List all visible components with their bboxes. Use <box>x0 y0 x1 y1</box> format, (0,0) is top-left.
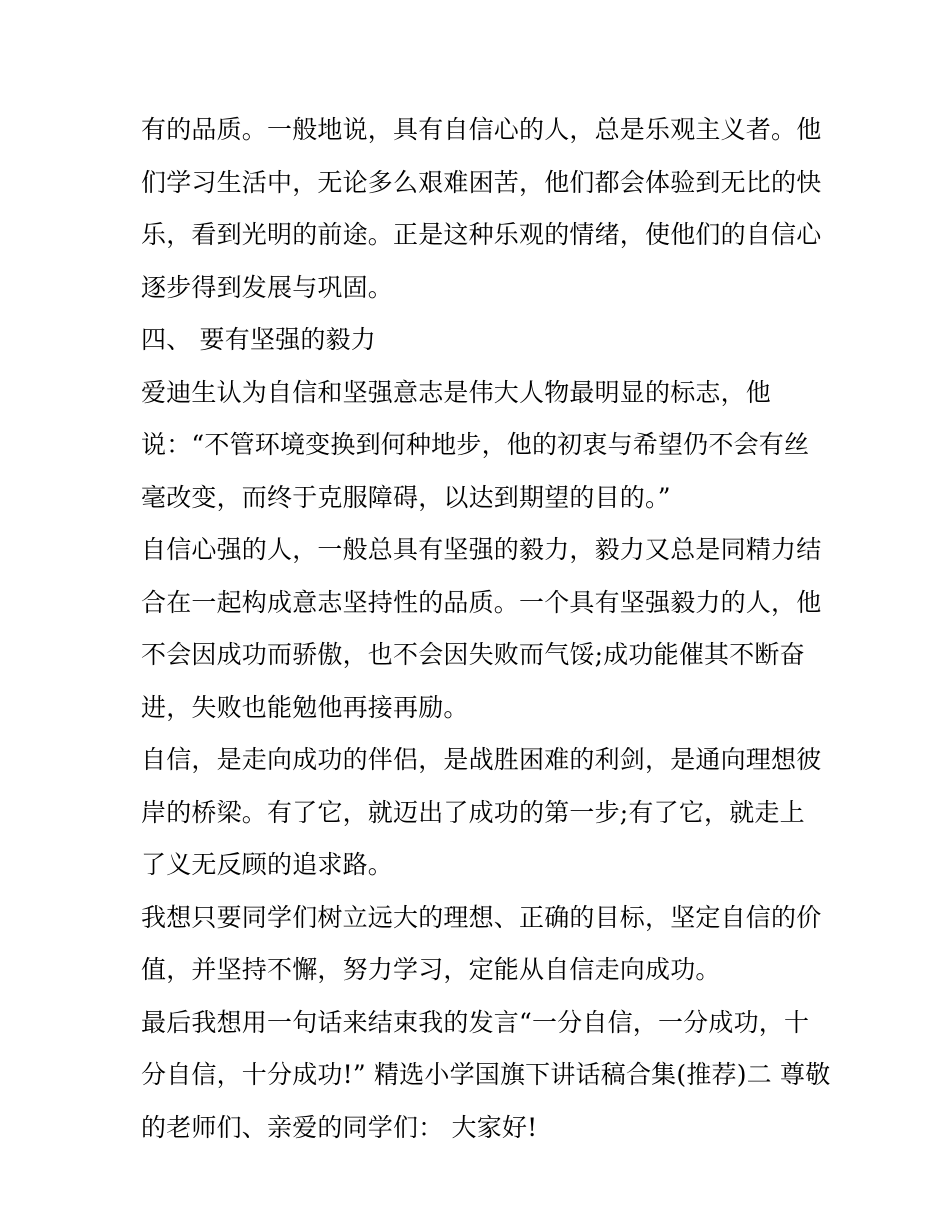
text-line: 说：“不管环境变换到何种地步，他的初衷与希望仍不会有丝 <box>141 430 810 459</box>
text-line: 分自信，十分成功!” 精选小学国旗下讲话稿合集(推荐)二 尊敬 <box>141 1060 831 1089</box>
text-line: 毫改变，而终于克服障碍，以达到期望的目的。” <box>141 482 671 512</box>
text-line: 自信心强的人，一般总具有坚强的毅力，毅力又总是同精力结 <box>141 535 822 564</box>
text-line: 了义无反顾的追求路。 <box>141 850 394 879</box>
text-line: 爱迪生认为自信和坚强意志是伟大人物最明显的标志，他 <box>141 377 772 407</box>
section-heading: 四、 要有坚强的毅力 <box>141 325 376 354</box>
text-line: 们学习生活中，无论多么艰难困苦，他们都会体验到无比的快 <box>141 167 822 197</box>
text-line: 自信，是走向成功的伴侣，是战胜困难的利剑，是通向理想彼 <box>141 745 822 774</box>
text-line: 有的品质。一般地说，具有自信心的人，总是乐观主义者。他 <box>141 115 822 144</box>
text-line: 合在一起构成意志坚持性的品质。一个具有坚强毅力的人，他 <box>141 587 822 617</box>
text-line: 我想只要同学们树立远大的理想、正确的目标，坚定自信的价 <box>141 902 822 932</box>
text-line: 进，失败也能勉他再接再励。 <box>141 692 469 722</box>
text-line: 不会因成功而骄傲，也不会因失败而气馁;成功能催其不断奋 <box>141 640 805 669</box>
text-line: 乐，看到光明的前途。正是这种乐观的情绪，使他们的自信心 <box>141 220 822 249</box>
document-body <box>141 104 831 1154</box>
text-line: 最后我想用一句话来结束我的发言“一分自信，一分成功，十 <box>141 1007 810 1037</box>
text-line: 值，并坚持不懈，努力学习，定能从自信走向成功。 <box>141 955 721 984</box>
text-line: 的老师们、亲爱的同学们： 大家好! <box>141 1112 538 1142</box>
text-line: 岸的桥梁。有了它，就迈出了成功的第一步;有了它，就走上 <box>141 797 805 827</box>
text-line: 逐步得到发展与巩固。 <box>141 272 394 302</box>
